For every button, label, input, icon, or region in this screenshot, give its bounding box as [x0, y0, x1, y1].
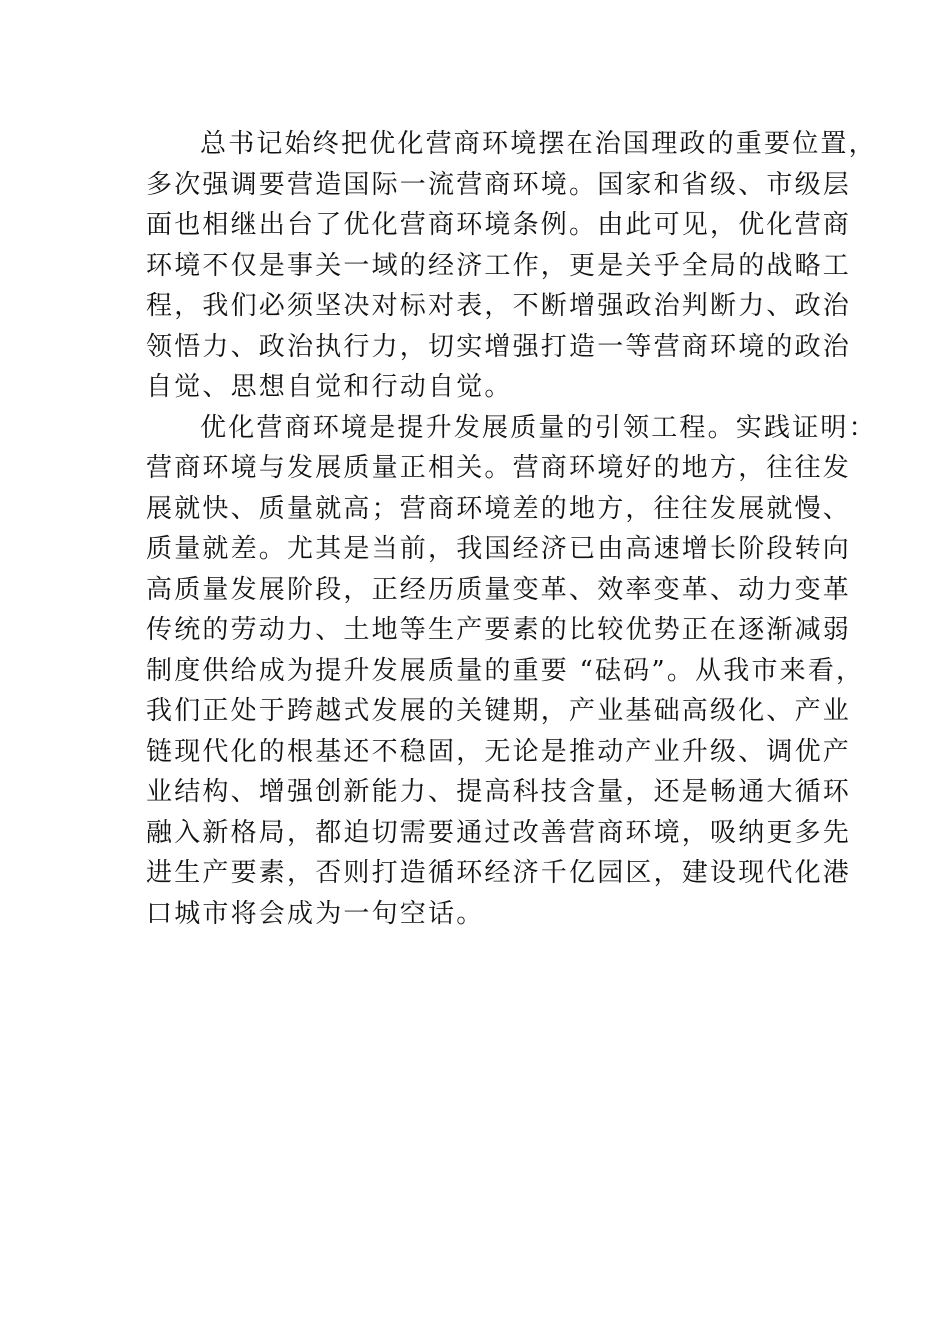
text-line: 展就快、质量就高；营商环境差的地方，往往发展就慢、 — [146, 493, 852, 524]
text-line: 环境不仅是事关一域的经济工作，更是关乎全局的战略工 — [146, 250, 852, 281]
text-line: 总书记始终把优化营商环境摆在治国理政的重要位置， — [200, 129, 877, 159]
text-line: 传统的劳动力、土地等生产要素的比较优势正在逐渐减弱 — [146, 615, 852, 645]
text-line: 高质量发展阶段，正经历质量变革、效率变革、动力变革 — [146, 574, 852, 605]
text-line: 营商环境与发展质量正相关。营商环境好的地方，往往发 — [146, 453, 852, 483]
text-line: 制度供给成为提升发展质量的重要 “砝码”。从我市来看， — [146, 655, 865, 686]
document-body — [146, 124, 877, 934]
text-line: 优化营商环境是提升发展质量的引领工程。实践证明： — [200, 412, 877, 443]
text-line: 质量就差。尤其是当前，我国经济已由高速增长阶段转向 — [146, 534, 852, 564]
text-line: 链现代化的根基还不稳固，无论是推动产业升级、调优产 — [146, 736, 852, 767]
text-line: 程，我们必须坚决对标对表，不断增强政治判断力、政治 — [146, 291, 852, 321]
text-line: 业结构、增强创新能力、提高科技含量，还是畅通大循环 — [146, 777, 852, 807]
text-line: 口城市将会成为一句空话。 — [146, 898, 485, 929]
text-line: 领悟力、政治执行力，切实增强打造一等营商环境的政治 — [146, 331, 852, 362]
text-line: 融入新格局，都迫切需要通过改善营商环境，吸纳更多先 — [146, 817, 852, 848]
text-line: 多次强调要营造国际一流营商环境。国家和省级、市级层 — [146, 169, 852, 200]
paragraph-1 — [146, 124, 877, 408]
text-line: 自觉、思想自觉和行动自觉。 — [146, 372, 513, 402]
paragraph-2 — [146, 408, 877, 935]
text-line: 面也相继出台了优化营商环境条例。由此可见，优化营商 — [146, 210, 852, 240]
text-line: 进生产要素，否则打造循环经济千亿园区，建设现代化港 — [146, 858, 852, 888]
text-line: 我们正处于跨越式发展的关键期，产业基础高级化、产业 — [146, 696, 852, 726]
